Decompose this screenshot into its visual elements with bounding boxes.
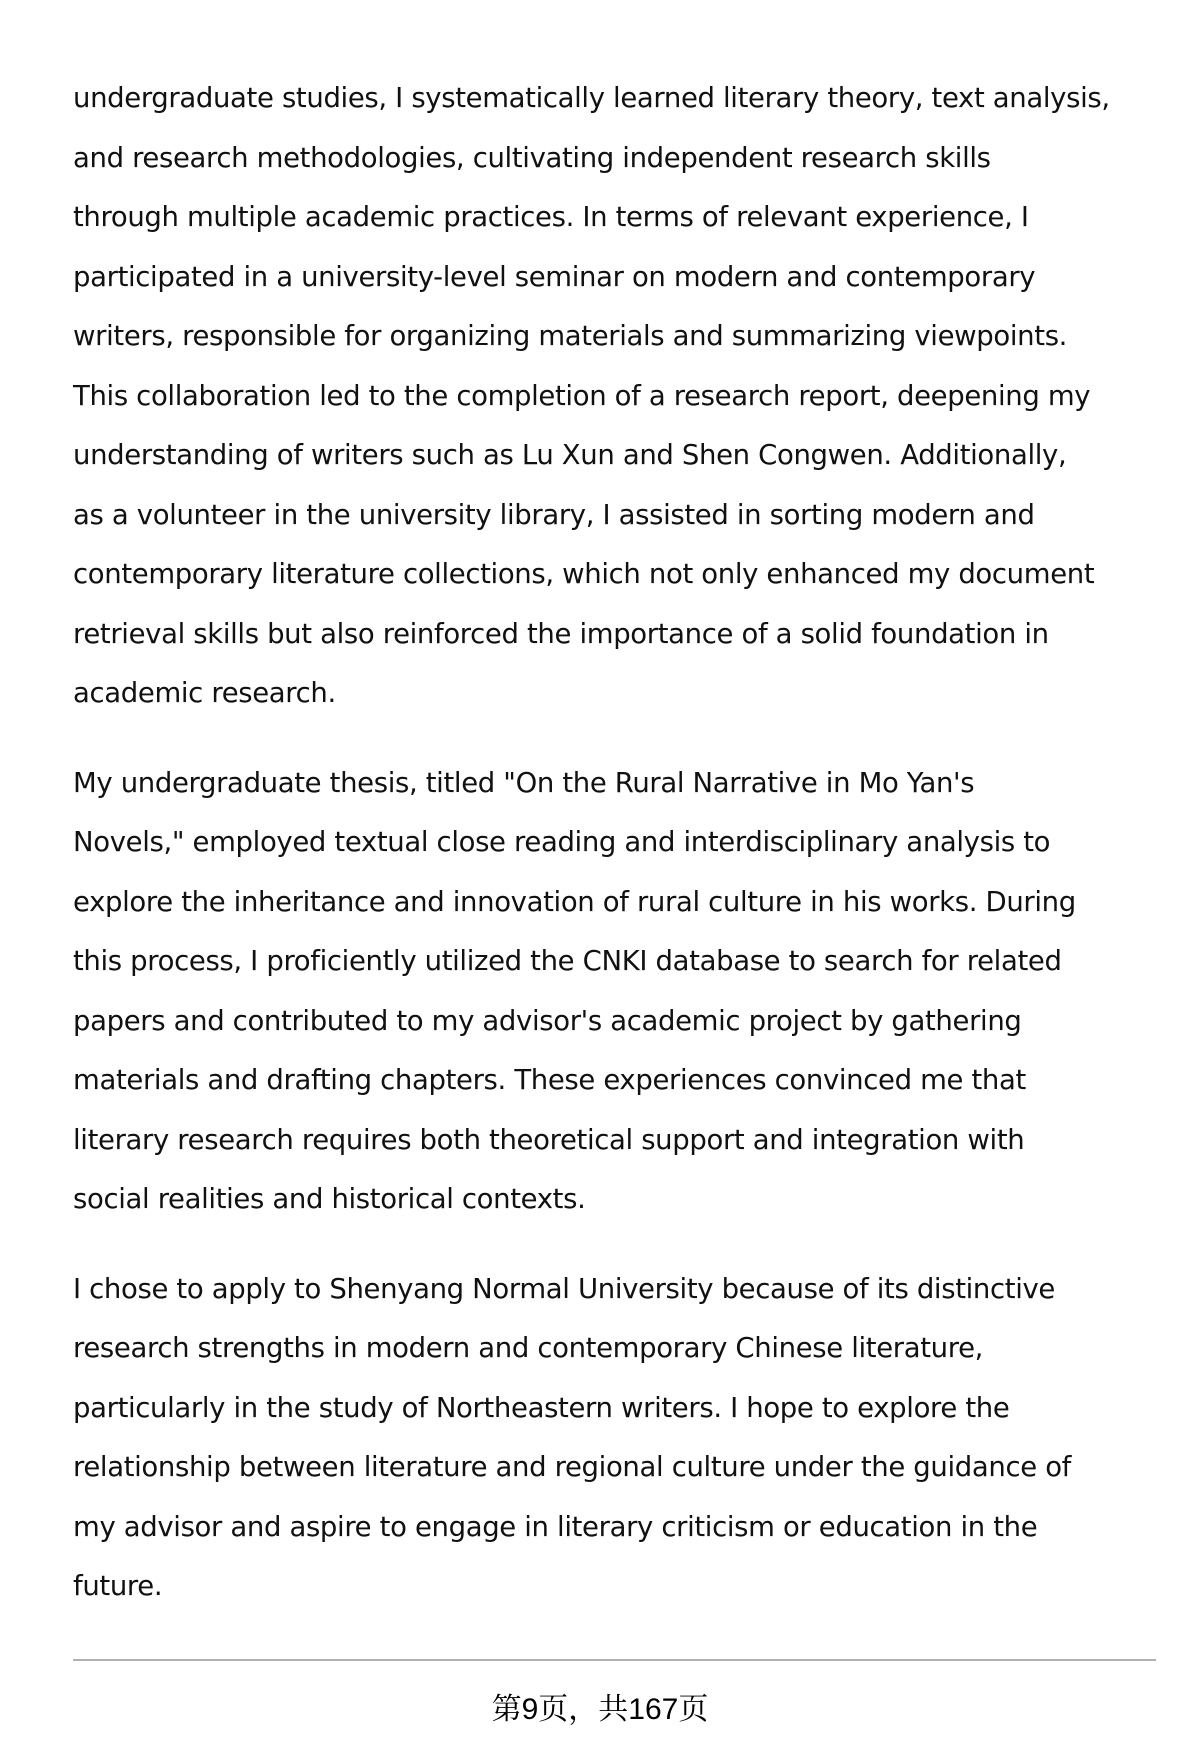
text-line: Novels," employed textual close reading and interdisciplinary analysis to <box>73 826 1051 858</box>
page-number: 第9页，共167页 <box>491 1693 709 1726</box>
text-line: contemporary literature collections, which not only enhanced my document <box>73 558 1095 590</box>
text-line: participated in a university-level seminar on modern and contemporary <box>73 260 1036 293</box>
text-line: my advisor and aspire to engage in literary criticism or education in the <box>73 1510 1038 1543</box>
text-line: as a volunteer in the university library, I assisted in sorting modern and <box>73 498 1035 531</box>
text-line: this process, I proficiently utilized the CNKI database to search for related <box>73 945 1062 977</box>
text-line: writers, responsible for organizing materials and summarizing viewpoints. <box>73 320 1068 352</box>
text-line: I chose to apply to Shenyang Normal University because of its distinctive <box>73 1272 1055 1305</box>
text-line: through multiple academic practices. In terms of relevant experience, I <box>73 201 1029 233</box>
text-line: explore the inheritance and innovation of rural culture in his works. During <box>73 885 1076 918</box>
paragraph <box>73 69 1183 724</box>
text-line: relationship between literature and regional culture under the guidance of <box>73 1451 1072 1483</box>
text-line: undergraduate studies, I systematically learned literary theory, text analysis, <box>73 82 1110 114</box>
footer-divider <box>73 1659 1156 1661</box>
text-line: particularly in the study of Northeastern writers. I hope to explore the <box>73 1391 1010 1424</box>
paragraph <box>73 754 1183 1230</box>
text-line: My undergraduate thesis, titled "On the Rural Narrative in Mo Yan's <box>73 766 975 799</box>
text-line: future. <box>73 1570 163 1602</box>
text-line: understanding of writers such as Lu Xun and Shen Congwen. Additionally, <box>73 439 1067 471</box>
text-line: materials and drafting chapters. These experiences convinced me that <box>73 1064 1026 1096</box>
text-line: social realities and historical contexts. <box>73 1183 586 1215</box>
text-line: papers and contributed to my advisor's academic project by gathering <box>73 1004 1022 1037</box>
text-line: This collaboration led to the completion of a research report, deepening my <box>73 379 1091 412</box>
text-line: academic research. <box>73 677 336 709</box>
text-line: retrieval skills but also reinforced the importance of a solid foundation in <box>73 617 1049 650</box>
document-body <box>73 69 1183 1647</box>
text-line: research strengths in modern and contemporary Chinese literature, <box>73 1332 984 1364</box>
text-line: literary research requires both theoretical support and integration with <box>73 1123 1025 1156</box>
paragraph <box>73 1260 1183 1617</box>
text-line: and research methodologies, cultivating independent research skills <box>73 141 991 174</box>
